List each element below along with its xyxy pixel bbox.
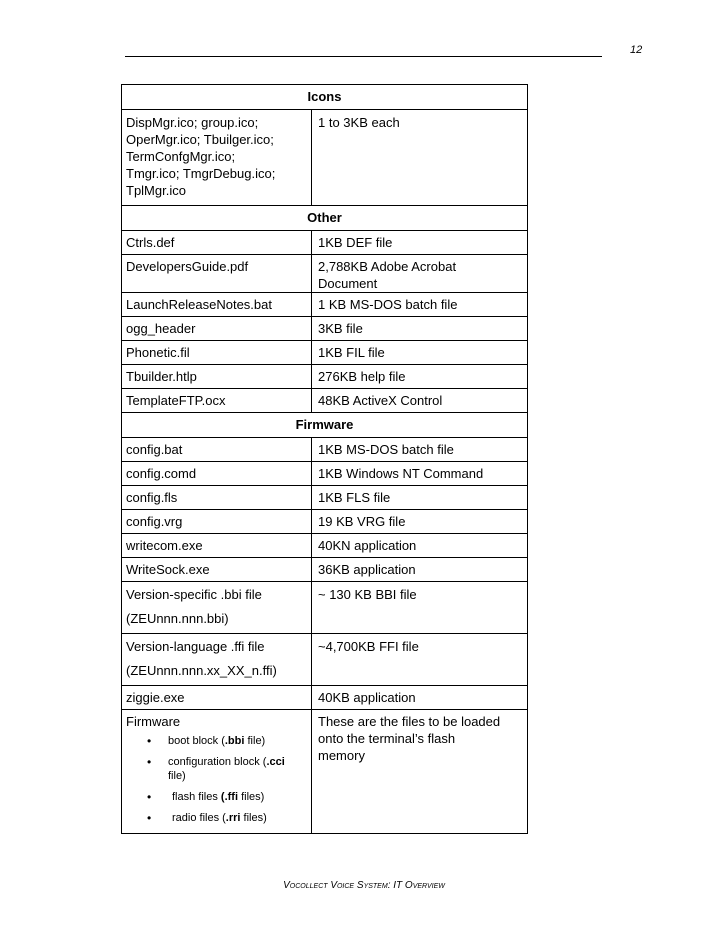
section-title: Firmware <box>122 413 528 438</box>
file-description: Document <box>318 276 378 291</box>
file-name-cell <box>122 634 312 686</box>
table-row <box>122 365 528 389</box>
table-row <box>122 634 528 686</box>
file-description-cell <box>312 710 528 834</box>
page-number: 12 <box>630 44 643 56</box>
file-description: 1KB FLS file <box>312 486 528 510</box>
file-inventory-table <box>121 84 528 834</box>
file-name: ziggie.exe <box>122 686 312 710</box>
table-row <box>122 293 528 317</box>
section-header-other <box>122 206 528 231</box>
table-row <box>122 510 528 534</box>
table-row <box>122 710 528 834</box>
table-row <box>122 110 528 206</box>
table-row <box>122 231 528 255</box>
table-row <box>122 438 528 462</box>
file-name: DevelopersGuide.pdf <box>122 255 312 293</box>
file-name: Tmgr.ico; TmgrDebug.ico; <box>126 166 276 181</box>
section-header-firmware <box>122 413 528 438</box>
file-description-cell <box>312 255 528 293</box>
file-name: config.vrg <box>122 510 312 534</box>
file-description: 1KB FIL file <box>312 341 528 365</box>
table-row <box>122 255 528 293</box>
table-row <box>122 558 528 582</box>
file-name: Version-language .ffi file <box>126 639 265 654</box>
list-item: • boot block (.bbi file) <box>147 734 266 748</box>
file-description: ~4,700KB FFI file <box>312 634 528 686</box>
section-header-icons <box>122 85 528 110</box>
file-name: LaunchReleaseNotes.bat <box>122 293 312 317</box>
file-name: TplMgr.ico <box>126 183 186 198</box>
file-description: 1 KB MS-DOS batch file <box>312 293 528 317</box>
table-row <box>122 582 528 634</box>
table-row <box>122 462 528 486</box>
header-rule <box>125 56 602 57</box>
bullet-icon: • <box>147 755 152 769</box>
file-description: ~ 130 KB BBI file <box>312 582 528 634</box>
bullet-icon: • <box>147 811 152 825</box>
file-name: config.fls <box>122 486 312 510</box>
table-row <box>122 389 528 413</box>
page-footer: VOCOLLECT VOICE SYSTEM: IT OVERVIEW <box>283 880 445 891</box>
table-row <box>122 486 528 510</box>
firmware-file-list <box>126 734 307 825</box>
file-description: These are the files to be loaded <box>318 714 501 729</box>
file-name: TemplateFTP.ocx <box>122 389 312 413</box>
file-name: Firmware <box>126 714 181 729</box>
file-description: 36KB application <box>312 558 528 582</box>
table-row <box>122 686 528 710</box>
file-name: TermConfgMgr.ico; <box>126 149 236 164</box>
table-row <box>122 317 528 341</box>
file-description: 1KB MS-DOS batch file <box>312 438 528 462</box>
file-name: WriteSock.exe <box>122 558 312 582</box>
section-title: Icons <box>122 85 528 110</box>
file-description: 40KN application <box>312 534 528 558</box>
file-description: 1KB Windows NT Command <box>312 462 528 486</box>
file-name-pattern: (ZEUnnn.nnn.xx_XX_n.ffi) <box>126 663 277 678</box>
file-name: writecom.exe <box>122 534 312 558</box>
list-item: • configuration block (.cci file) <box>147 755 285 782</box>
file-name-pattern: (ZEUnnn.nnn.bbi) <box>126 611 229 626</box>
file-name: DispMgr.ico; group.ico; <box>126 115 259 130</box>
file-name: ogg_header <box>122 317 312 341</box>
section-title: Other <box>122 206 528 231</box>
file-name: OperMgr.ico; Tbuilger.ico; <box>126 132 274 147</box>
list-item: • radio files (.rri files) <box>147 811 267 825</box>
file-description: 1 to 3KB each <box>312 110 528 206</box>
firmware-cell <box>122 710 312 834</box>
file-name-cell <box>122 110 312 206</box>
file-description: memory <box>318 748 365 763</box>
bullet-icon: • <box>147 734 152 748</box>
file-description: 276KB help file <box>312 365 528 389</box>
file-description: 2,788KB Adobe Acrobat <box>318 259 457 274</box>
file-name: config.bat <box>122 438 312 462</box>
file-description: 1KB DEF file <box>312 231 528 255</box>
bullet-icon: • <box>147 790 152 804</box>
table-row <box>122 341 528 365</box>
file-description: 48KB ActiveX Control <box>312 389 528 413</box>
table-row <box>122 534 528 558</box>
file-description: onto the terminal’s flash <box>318 731 456 746</box>
list-item: • flash files (.ffi files) <box>147 790 265 804</box>
file-description: 19 KB VRG file <box>312 510 528 534</box>
file-name: Phonetic.fil <box>122 341 312 365</box>
file-description: 3KB file <box>312 317 528 341</box>
file-name-cell <box>122 582 312 634</box>
file-name: Ctrls.def <box>122 231 312 255</box>
file-name: config.comd <box>122 462 312 486</box>
file-name: Tbuilder.htlp <box>122 365 312 389</box>
file-description: 40KB application <box>312 686 528 710</box>
file-name: Version-specific .bbi file <box>126 587 262 602</box>
